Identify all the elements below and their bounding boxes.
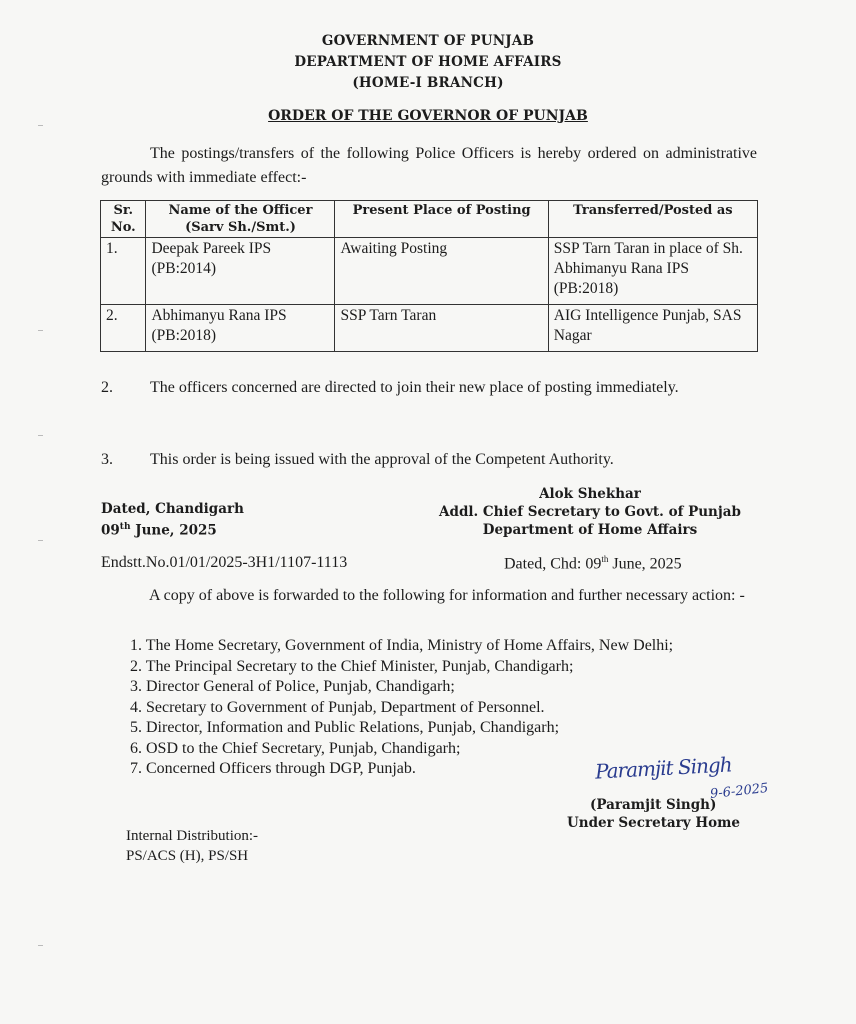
paragraph-number: 3. bbox=[101, 451, 113, 468]
cell-officer bbox=[146, 305, 335, 352]
officer-batch: (PB:2018) bbox=[151, 327, 217, 344]
list-item: 2. The Principal Secretary to the Chief Minister, Punjab, Chandigarh; bbox=[130, 657, 574, 675]
endorsement-number: Endstt.No.01/01/2025-3H1/1107-1113 bbox=[101, 554, 348, 571]
paragraph-text: This order is being issued with the approval of the Competent Authority. bbox=[150, 451, 614, 468]
date-suffix: th bbox=[119, 522, 131, 532]
handwritten-signature: Paramjit Singh bbox=[594, 752, 733, 784]
internal-distribution-recipients: PS/ACS (H), PS/SH bbox=[126, 848, 249, 864]
date-suffix: th bbox=[601, 554, 609, 564]
dated-date bbox=[101, 518, 244, 540]
paragraph-text: The officers concerned are directed to join their new place of posting immediately. bbox=[150, 379, 679, 396]
header-officer-name: Name of the Officer (Sarv Sh./Smt.) bbox=[146, 201, 335, 238]
header-present-posting: Present Place of Posting bbox=[335, 201, 548, 238]
internal-distribution-label: Internal Distribution:- bbox=[126, 828, 259, 844]
list-item: 7. Concerned Officers through DGP, Punjab. bbox=[130, 760, 416, 777]
date-rest: June, 2025 bbox=[130, 522, 217, 539]
header-government: GOVERNMENT OF PUNJAB bbox=[321, 33, 535, 49]
cell-officer bbox=[146, 238, 335, 305]
paragraph-3 bbox=[101, 448, 757, 472]
scan-mark bbox=[38, 125, 43, 126]
authority-name: Alok Shekhar bbox=[539, 486, 641, 502]
cell-transferred: AIG Intelligence Punjab, SAS Nagar bbox=[548, 305, 757, 352]
list-item: 5. Director, Information and Public Relations, Punjab, Chandigarh; bbox=[130, 719, 560, 736]
list-item: 4. Secretary to Government of Punjab, Department of Personnel. bbox=[130, 698, 545, 716]
list-item: 1. The Home Secretary, Government of India, Ministry of Home Affairs, New Delhi; bbox=[130, 637, 674, 654]
scan-mark bbox=[38, 945, 43, 946]
officer-name: Deepak Pareek IPS bbox=[151, 240, 272, 257]
date-day: 09 bbox=[101, 522, 120, 539]
authority-block bbox=[420, 485, 760, 539]
paragraph-number: 2. bbox=[101, 379, 113, 396]
endorsement-date bbox=[504, 554, 682, 573]
order-title-text: ORDER OF THE GOVERNOR OF PUNJAB bbox=[268, 108, 588, 124]
officer-name: Abhimanyu Rana IPS bbox=[151, 307, 287, 324]
cell-present: Awaiting Posting bbox=[335, 238, 548, 305]
distribution-list bbox=[130, 636, 673, 780]
date-rest: June, 2025 bbox=[608, 555, 682, 573]
paragraph-2 bbox=[101, 376, 757, 400]
intro-paragraph: The postings/transfers of the following Police Officers is hereby ordered on administrative grounds with immediate effect:- bbox=[101, 145, 757, 186]
authority-designation: Addl. Chief Secretary to Govt. of Punjab bbox=[439, 504, 741, 520]
officer-batch: (PB:2014) bbox=[151, 260, 217, 277]
cell-sr: 1. bbox=[101, 238, 146, 305]
table-row bbox=[101, 238, 758, 305]
scan-mark bbox=[38, 330, 43, 331]
dated-place: Dated, Chandigarh bbox=[101, 501, 244, 517]
cell-sr: 2. bbox=[101, 305, 146, 352]
internal-distribution bbox=[126, 826, 258, 866]
copy-forwarded-text: A copy of above is forwarded to the following for information and further necessary action: - bbox=[149, 587, 745, 604]
table-header-row bbox=[101, 201, 758, 238]
header-department: DEPARTMENT OF HOME AFFAIRS bbox=[294, 54, 562, 70]
handwritten-date: 9-6-2025 bbox=[709, 780, 770, 803]
table-row bbox=[101, 305, 758, 352]
signatory-designation: Under Secretary Home bbox=[567, 815, 740, 831]
list-item: 3. Director General of Police, Punjab, Chandigarh; bbox=[130, 678, 455, 695]
cell-transferred: SSP Tarn Taran in place of Sh. Abhimanyu Rana IPS (PB:2018) bbox=[548, 238, 757, 305]
scan-mark bbox=[38, 435, 43, 436]
header-transferred-as: Transferred/Posted as bbox=[548, 201, 757, 238]
transfer-table bbox=[100, 200, 758, 352]
list-item: 6. OSD to the Chief Secretary, Punjab, Chandigarh; bbox=[130, 739, 461, 757]
authority-department: Department of Home Affairs bbox=[482, 522, 698, 538]
cell-present: SSP Tarn Taran bbox=[335, 305, 548, 352]
signatory-name: (Paramjit Singh) bbox=[590, 797, 717, 813]
scan-mark bbox=[38, 540, 43, 541]
date-prefix: Dated, Chd: 09 bbox=[504, 555, 602, 573]
dated-block bbox=[101, 500, 244, 540]
order-title bbox=[0, 108, 856, 124]
header-sr-no: Sr. No. bbox=[101, 201, 146, 238]
header-branch: (HOME-I BRANCH) bbox=[352, 75, 504, 91]
